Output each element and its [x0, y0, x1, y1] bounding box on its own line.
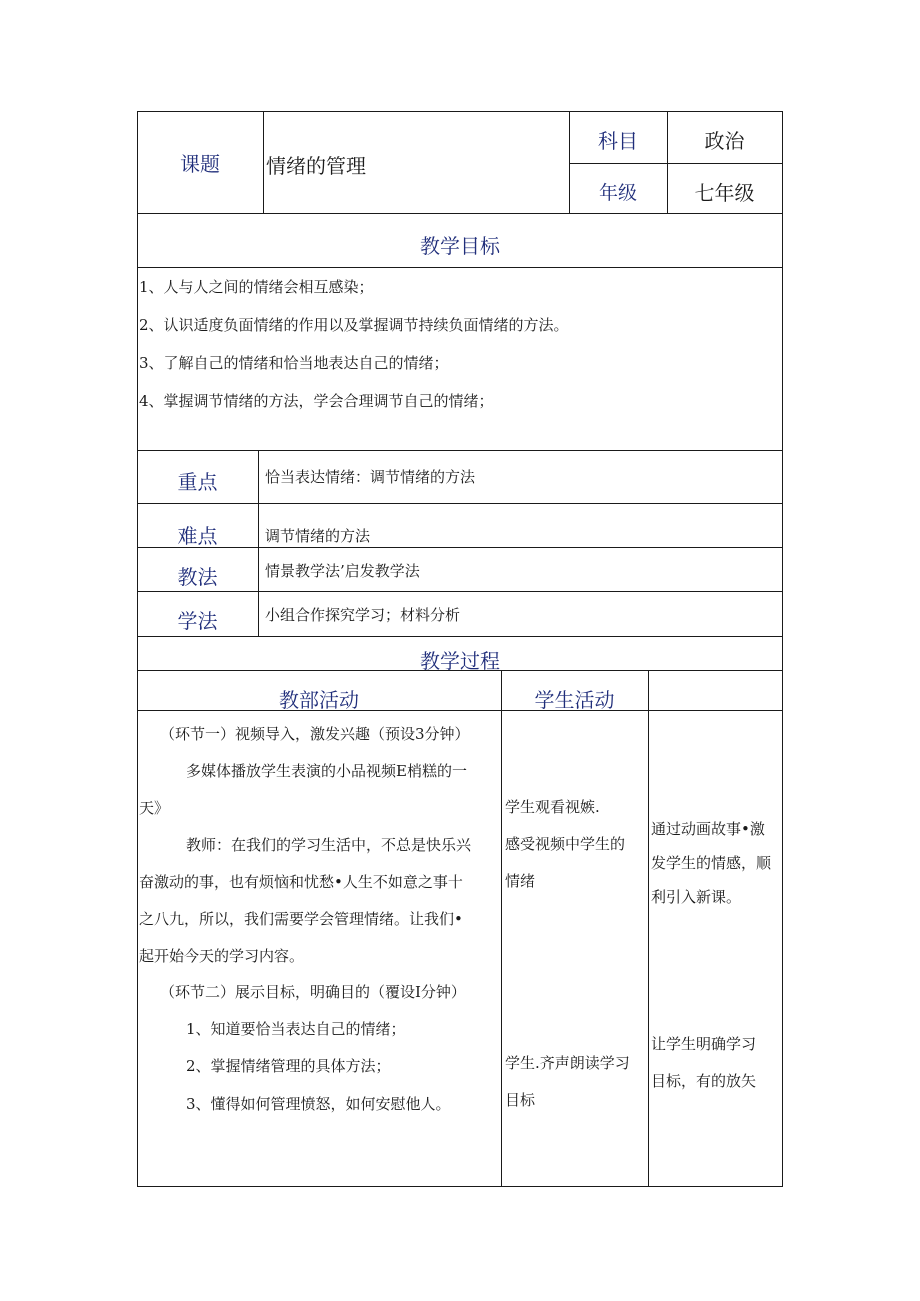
teacher-line: 起开始今天的学习内容。: [139, 947, 305, 965]
grid-line: [137, 1186, 783, 1187]
student-activity-line: 学生观看视嫉.: [505, 798, 600, 816]
grade-value: 七年级: [694, 181, 755, 205]
grid-line: [137, 450, 783, 451]
student-activity-line: 感受视频中学生的: [505, 835, 626, 853]
grade-label: 年级: [598, 182, 637, 204]
grid-line: [263, 111, 264, 214]
key-point-label: 重点: [177, 470, 218, 494]
design-intent-line: 让学生明确学习: [651, 1035, 757, 1053]
teaching-method-label: 教法: [177, 565, 218, 589]
student-activity-line: 情绪: [505, 872, 536, 890]
learning-method-value: 小组合作探究学习；材料分析: [265, 606, 461, 624]
design-intent-line: 通过动画故事•激: [651, 820, 765, 838]
grid-line: [137, 636, 783, 637]
teacher-line: 教师：在我们的学习生活中，不总是快乐兴: [186, 836, 472, 854]
col-teacher-header: 教部活动: [279, 688, 359, 712]
grid-line: [501, 670, 502, 1187]
difficulty-value: 调节情绪的方法: [265, 527, 371, 545]
grid-line: [258, 450, 259, 637]
grid-line: [137, 111, 783, 112]
teacher-line: （环节一）视频导入，激发兴趣（预设3分钟）: [160, 725, 470, 743]
design-intent-line: 目标，有的放矢: [651, 1072, 757, 1090]
key-point-value: 恰当表达情绪：调节情绪的方法: [265, 468, 476, 486]
teacher-line: 3、懂得如何管理愤怒，如何安慰他人。: [186, 1095, 451, 1113]
grid-line: [648, 670, 649, 1187]
subject-label: 科目: [598, 129, 638, 153]
learning-method-label: 学法: [177, 609, 218, 633]
design-intent-line: 发学生的情感，顺: [651, 854, 772, 872]
design-intent-line: 利引入新课。: [651, 888, 742, 906]
difficulty-label: 难点: [177, 524, 218, 548]
grid-line: [137, 213, 783, 214]
teaching-method-value: 情景教学法’启发教学法: [265, 562, 420, 580]
student-activity-line: 学生.齐声朗读学习: [505, 1054, 630, 1072]
objective-item: 3、了解自己的情绪和恰当地表达自己的情绪；: [139, 354, 449, 372]
teacher-line: 天》: [139, 799, 170, 817]
student-activity-line: 目标: [505, 1091, 536, 1109]
teacher-line: 奋激动的事，也有烦恼和忧愁•人生不如意之事十: [139, 873, 463, 891]
grid-line: [137, 503, 783, 504]
topic-value: 情绪的管理: [266, 154, 366, 178]
grid-line: [137, 591, 783, 592]
grid-line: [569, 163, 783, 164]
col-student-header: 学生活动: [534, 688, 615, 712]
teacher-line: 多媒体播放学生表演的小品视频E梢糕的一: [186, 762, 467, 780]
objective-item: 1、人与人之间的情绪会相互感染；: [139, 278, 374, 296]
teacher-line: 2、掌握情绪管理的具体方法；: [186, 1057, 391, 1075]
teacher-line: （环节二）展示目标，明确目的（覆设I分钟）: [160, 983, 466, 1001]
objective-item: 4、掌握调节情绪的方法，学会合理调节自己的情绪；: [139, 392, 494, 410]
objectives-heading: 教学目标: [420, 234, 500, 258]
objective-item: 2、认识适度负面情绪的作用以及掌握调节持续负面情绪的方法。: [139, 316, 569, 334]
teacher-line: 1、知道要恰当表达自己的情绪；: [186, 1020, 406, 1038]
grid-line: [137, 267, 783, 268]
process-heading: 教学过程: [420, 649, 500, 673]
teacher-line: 之八九，所以，我们需要学会管理情绪。让我们•: [139, 910, 463, 928]
topic-label: 课题: [180, 152, 220, 176]
subject-value: 政治: [704, 129, 745, 153]
